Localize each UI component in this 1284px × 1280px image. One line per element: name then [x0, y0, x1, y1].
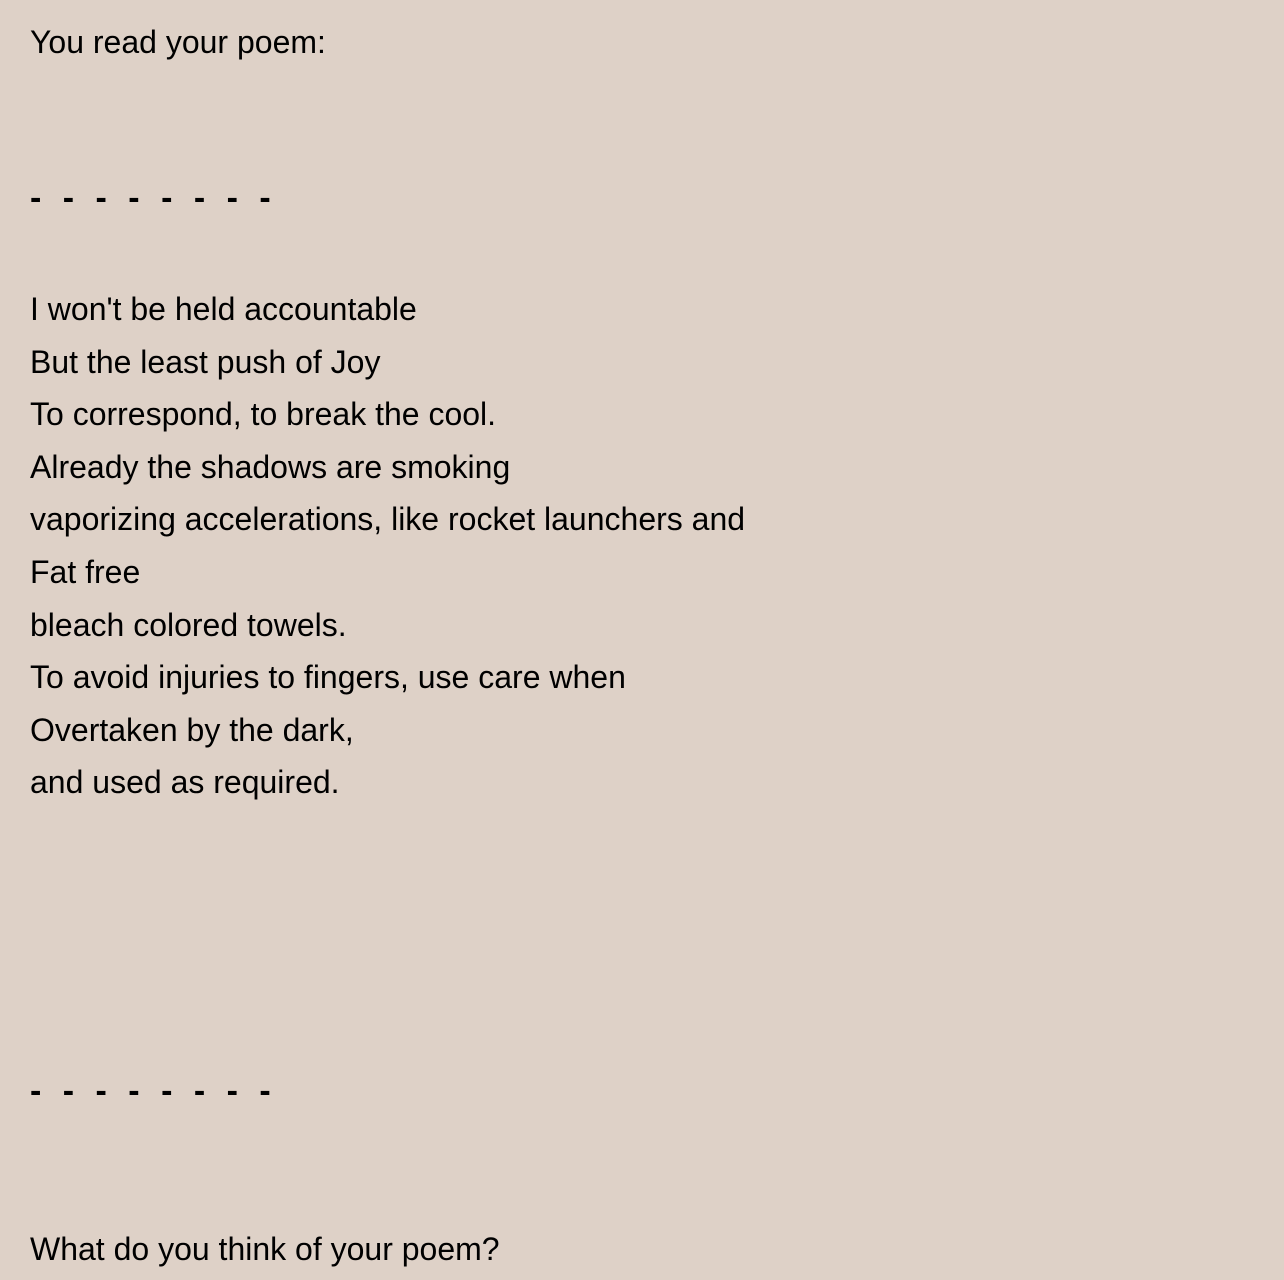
poem-line: I won't be held accountable [30, 291, 417, 327]
question-text: What do you think of your poem? [30, 1231, 500, 1267]
divider-top: - - - - - - - - [30, 179, 277, 217]
poem-line: To correspond, to break the cool. [30, 396, 497, 433]
divider-bottom: - - - - - - - - [30, 1072, 277, 1110]
poem-line: Overtaken by the dark, [30, 711, 354, 748]
poem-line: Already the shadows are smoking [30, 448, 511, 485]
poem-text [30, 283, 745, 809]
poem-line: Fat free [30, 553, 141, 590]
poem-line: and used as required. [30, 764, 340, 801]
poem-line: But the least push of Joy [30, 343, 381, 380]
intro-text: You read your poem: [30, 24, 326, 60]
poem-line: To avoid injuries to fingers, use care when [30, 659, 626, 696]
poem-line: vaporizing accelerations, like rocket launchers and [30, 501, 746, 538]
poem-line: bleach colored towels. [30, 606, 347, 643]
